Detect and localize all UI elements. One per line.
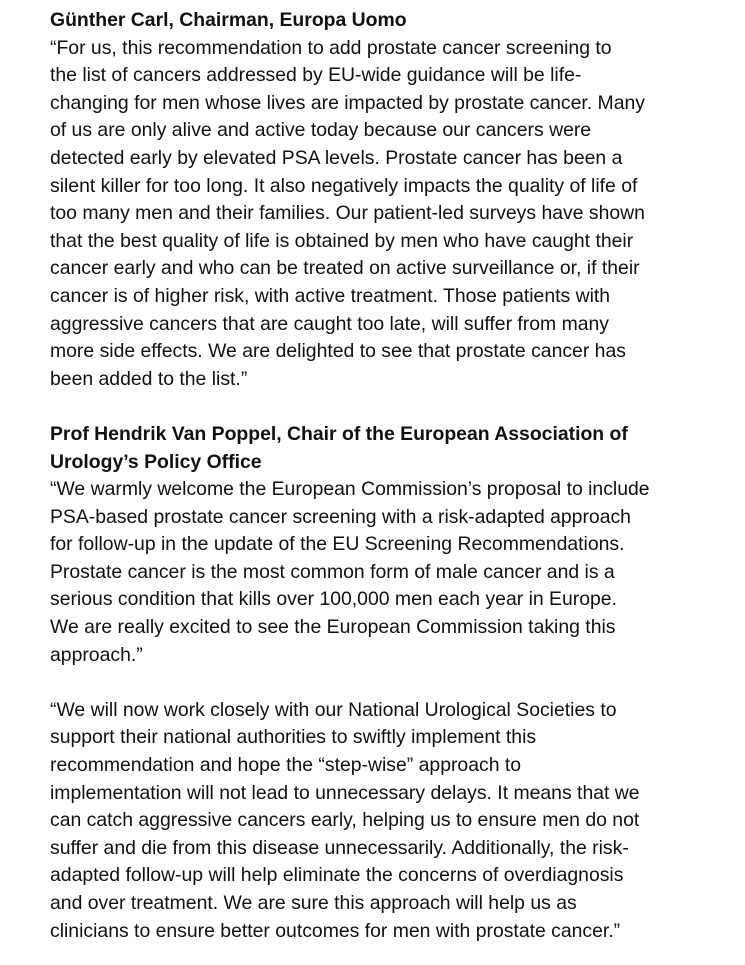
quote-paragraph — [50, 476, 720, 669]
text-line: can catch aggressive cancers early, helping us to ensure men do not — [50, 809, 640, 832]
quote-paragraph — [50, 35, 720, 394]
text-line: “We warmly welcome the European Commission’s proposal to include — [50, 478, 650, 501]
text-line: that the best quality of life is obtained by men who have caught their — [50, 229, 634, 252]
quote-section-gunther-carl — [50, 7, 720, 393]
text-line: and over treatment. We are sure this approach will help us as — [50, 892, 577, 914]
text-line: too many men and their families. Our patient-led surveys have shown — [50, 202, 645, 225]
text-line: been added to the list.” — [50, 367, 248, 390]
text-line: detected early by elevated PSA levels. Prostate cancer has been a — [50, 146, 623, 169]
text-line: changing for men whose lives are impacted by prostate cancer. Many — [50, 91, 645, 114]
heading-line: Günther Carl, Chairman, Europa Uomo — [50, 9, 407, 31]
text-line: more side effects. We are delighted to see that prostate cancer has — [50, 340, 626, 363]
text-line: for follow-up in the update of the EU Screening Recommendations. — [50, 533, 625, 556]
text-line: silent killer for too long. It also negatively impacts the quality of life of — [50, 174, 638, 197]
text-line: support their national authorities to swiftly implement this — [50, 726, 537, 749]
heading-line: Prof Hendrik Van Poppel, Chair of the European Association of — [50, 422, 628, 445]
section-spacer — [50, 393, 720, 421]
quote-paragraph — [50, 697, 720, 945]
text-line: implementation will not lead to unnecessary delays. It means that we — [50, 781, 640, 804]
press-quotes-document — [50, 7, 720, 945]
paragraph-spacer — [50, 669, 720, 697]
text-line: the list of cancers addressed by EU-wide guidance will be life- — [50, 64, 582, 87]
text-line: “For us, this recommendation to add prostate cancer screening to — [50, 36, 612, 59]
text-line: “We will now work closely with our National Urological Societies to — [50, 698, 617, 721]
text-line: aggressive cancers that are caught too late, will suffer from many — [50, 312, 610, 335]
text-line: approach.” — [50, 643, 143, 666]
text-line: cancer early and who can be treated on active surveillance or, if their — [50, 257, 640, 280]
text-line: We are really excited to see the European Commission taking this — [50, 616, 616, 639]
speaker-heading — [50, 7, 720, 35]
heading-line: Urology’s Policy Office — [50, 450, 262, 473]
text-line: Prostate cancer is the most common form of male cancer and is a — [50, 560, 615, 583]
text-line: serious condition that kills over 100,000 men each year in Europe. — [50, 588, 617, 611]
speaker-heading — [50, 421, 720, 476]
text-line: recommendation and hope the “step-wise” approach to — [50, 754, 522, 777]
text-line: of us are only alive and active today because our cancers were — [50, 119, 592, 142]
text-line: PSA-based prostate cancer screening with a risk-adapted approach — [50, 505, 631, 528]
text-line: clinicians to ensure better outcomes for men with prostate cancer.” — [50, 919, 621, 942]
text-line: adapted follow-up will help eliminate the concerns of overdiagnosis — [50, 864, 624, 887]
quote-section-hendrik-van-poppel — [50, 421, 720, 945]
text-line: suffer and die from this disease unnecessarily. Additionally, the risk- — [50, 836, 629, 859]
text-line: cancer is of higher risk, with active treatment. Those patients with — [50, 284, 611, 307]
